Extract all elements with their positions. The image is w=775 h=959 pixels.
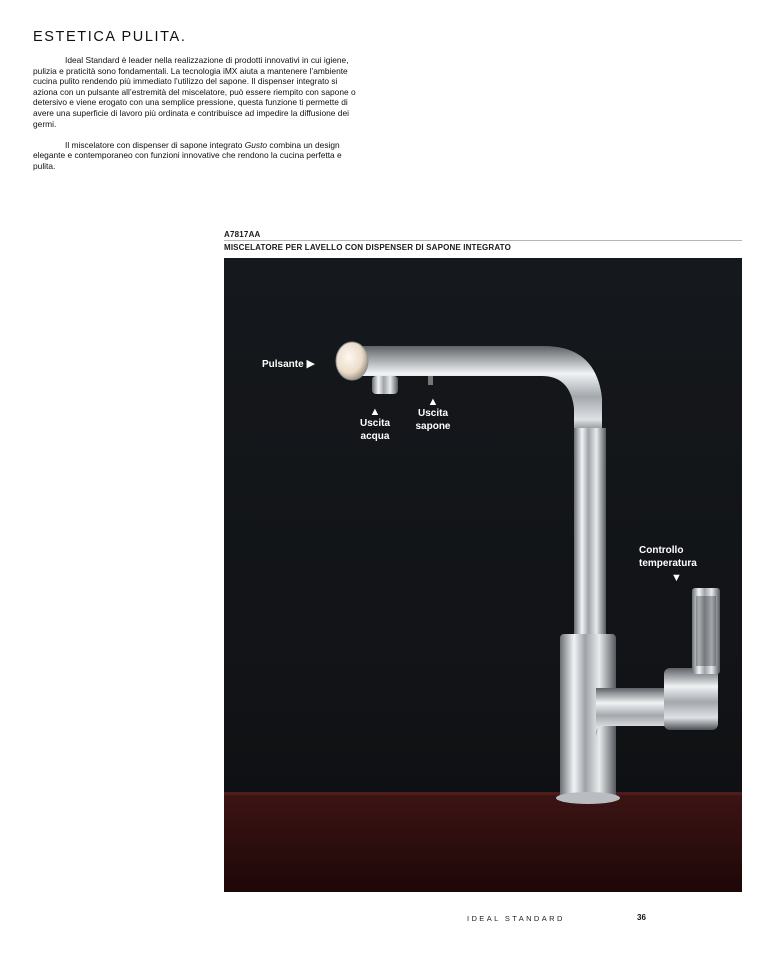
page-title: ESTETICA PULITA. (33, 29, 187, 45)
arrow-right-icon: ▶ (306, 358, 315, 370)
arrow-up-icon: ▲ (427, 396, 439, 408)
callout-temperature-line1: Controllo (639, 545, 684, 556)
product-line-name: Gusto (244, 139, 268, 150)
callout-water-line2: acqua (360, 430, 390, 442)
callout-water-outlet (355, 407, 395, 443)
callout-soap-line2: sapone (415, 420, 451, 432)
arrow-down-icon: ▼ (671, 572, 682, 584)
arrow-up-icon: ▲ (369, 406, 381, 418)
intro-paragraph-1: Ideal Standard è leader nella realizzazione di prodotti innovativi in cui igiene, pulizia e praticità sono fondamentali. La tecnologia iMX aiuta a mantenere l’ambiente cucina pulito rendendo più immediato l’utilizzo del sapone. Il dispenser integrato si aziona con un pulsante all’estremità del miscelatore, può essere riempito con sapone o detersivo e viene erogato con una semplice pressione, questa funzione ti permette di avere una superficie di lavoro più ordinata e contribuisce ad impedire la diffusione dei germi. (33, 55, 356, 129)
footer-brand: IDEAL STANDARD (467, 914, 565, 923)
intro-paragraph-2: Il miscelatore con dispenser di sapone integrato Gusto combina un design elegante e contemporaneo con funzioni innovative che rendono la cucina perfetta e pulita. (33, 139, 342, 171)
callout-temperature-line2: temperatura (639, 557, 697, 569)
callout-button (262, 359, 315, 372)
callout-temperature (639, 545, 729, 584)
callout-soap-outlet (410, 397, 456, 433)
callout-button-label: Pulsante (262, 359, 304, 370)
callout-water-line1: Uscita (359, 418, 390, 429)
product-code: A7817AA (224, 230, 261, 239)
product-photo (224, 258, 742, 892)
callout-soap-line1: Uscita (417, 408, 448, 419)
product-name: MISCELATORE PER LAVELLO CON DISPENSER DI SAPONE INTEGRATO (224, 243, 511, 252)
page-number: 36 (637, 913, 646, 922)
divider (224, 240, 742, 241)
intro-text (33, 55, 363, 182)
